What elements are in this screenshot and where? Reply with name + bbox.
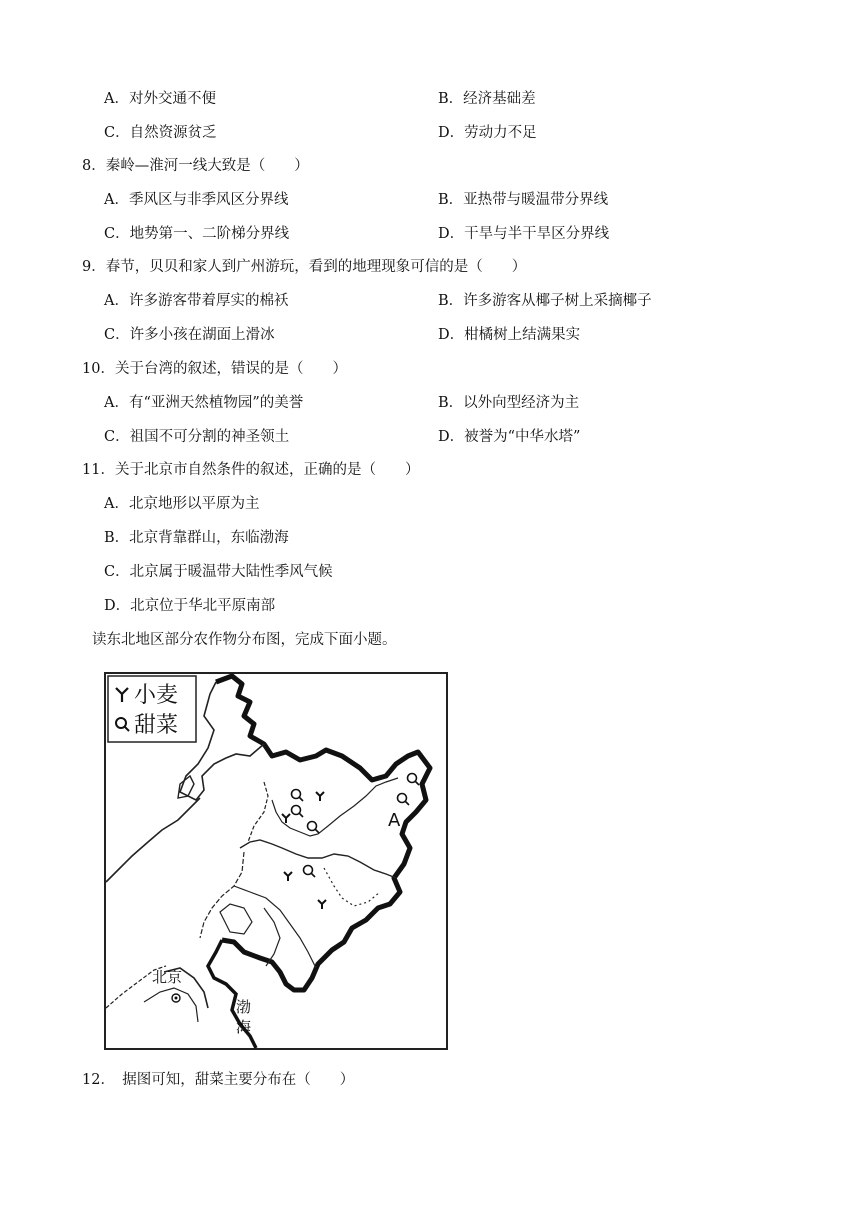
q8-option-d: D．干旱与半干旱区分界线 xyxy=(438,226,610,242)
legend-wheat-label: 小麦 xyxy=(134,683,179,708)
q11-option-c: C．北京属于暖温带大陆性季风气候 xyxy=(104,564,333,580)
q10-option-b: B．以外向型经济为主 xyxy=(438,395,580,411)
q9-option-c: C．许多小孩在湖面上滑冰 xyxy=(104,327,275,343)
label-beijing: 北京 xyxy=(152,968,183,986)
q11-stem: 11．关于北京市自然条件的叙述，正确的是（ ） xyxy=(82,462,420,478)
q11-option-d: D．北京位于华北平原南部 xyxy=(104,598,276,614)
q10-option-a: A．有“亚洲天然植物园”的美誉 xyxy=(104,395,304,411)
q7-option-a: A．对外交通不便 xyxy=(104,91,216,107)
q9-stem: 9．春节，贝贝和家人到广州游玩，看到的地理现象可信的是（ ） xyxy=(82,259,527,275)
q9-option-d: D．柑橘树上结满果实 xyxy=(438,327,581,343)
q8-option-c: C．地势第一、二阶梯分界线 xyxy=(104,226,290,242)
q10-option-c: C．祖国不可分割的神圣领土 xyxy=(104,429,290,445)
northeast-crop-map xyxy=(104,672,448,1050)
q12-stem: 12． 据图可知，甜菜主要分布在（ ） xyxy=(82,1072,355,1088)
q10-stem: 10．关于台湾的叙述，错误的是（ ） xyxy=(82,361,347,377)
q9-option-a: A．许多游客带着厚实的棉袄 xyxy=(104,293,289,309)
q11-option-b: B．北京背靠群山，东临渤海 xyxy=(104,530,289,546)
q8-option-b: B．亚热带与暖温带分界线 xyxy=(438,192,609,208)
q8-option-a: A．季风区与非季风区分界线 xyxy=(104,192,289,208)
q7-option-b: B．经济基础差 xyxy=(438,91,536,107)
label-bohai-2: 海 xyxy=(236,1018,252,1036)
label-a: A xyxy=(388,810,401,831)
q7-option-c: C．自然资源贫乏 xyxy=(104,125,217,141)
q10-option-d: D．被誉为“中华水塔” xyxy=(438,429,581,445)
q7-option-d: D．劳动力不足 xyxy=(438,125,537,141)
legend-beet-label: 甜菜 xyxy=(134,713,179,738)
label-bohai-1: 渤 xyxy=(236,998,252,1016)
q9-option-b: B．许多游客从椰子树上采摘椰子 xyxy=(438,293,652,309)
q8-stem: 8．秦岭—淮河一线大致是（ ） xyxy=(82,158,309,174)
q11-option-a: A．北京地形以平原为主 xyxy=(104,496,260,512)
map-intro: 读东北地区部分农作物分布图，完成下面小题。 xyxy=(92,632,397,648)
